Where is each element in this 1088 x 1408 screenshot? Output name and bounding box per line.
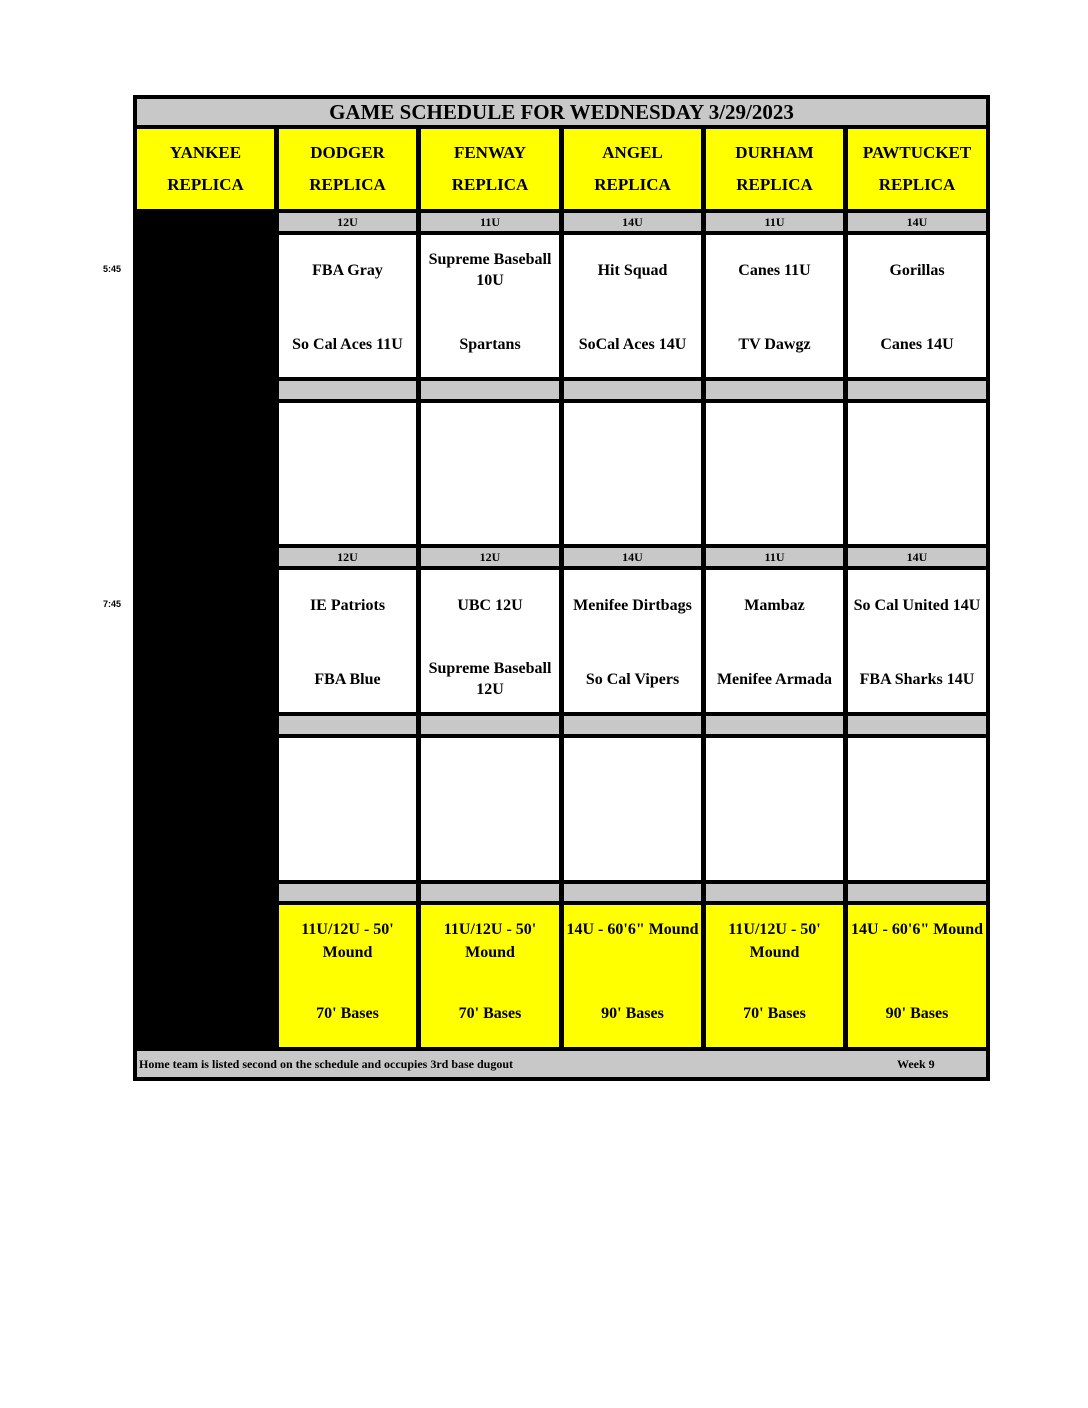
separator-bar bbox=[706, 884, 843, 901]
time-slot-label: 7:45 bbox=[103, 599, 122, 609]
field-name: YANKEE bbox=[169, 143, 242, 162]
empty-slot-cell bbox=[706, 738, 843, 880]
separator-bar bbox=[564, 884, 701, 901]
game-cell bbox=[279, 570, 416, 712]
away-team: FBA Gray bbox=[312, 261, 383, 279]
home-team: Supreme Baseball 12U bbox=[428, 660, 552, 698]
home-team: TV Dawgz bbox=[738, 335, 811, 353]
base-distance: 70' Bases bbox=[458, 1005, 522, 1022]
empty-slot-cell bbox=[421, 403, 559, 544]
week-label: Week 9 bbox=[897, 1057, 935, 1071]
base-distance: 90' Bases bbox=[885, 1005, 949, 1022]
away-team: Supreme Baseball 10U bbox=[428, 251, 552, 289]
separator-bar bbox=[706, 716, 843, 734]
field-dimensions-cell bbox=[564, 905, 701, 1047]
field-header-yankee bbox=[137, 129, 274, 209]
field-subtitle: REPLICA bbox=[594, 175, 671, 194]
schedule-footer bbox=[137, 1051, 986, 1077]
home-team: Menifee Armada bbox=[716, 670, 833, 688]
field-name: DURHAM bbox=[735, 143, 814, 162]
home-team: FBA Blue bbox=[314, 670, 381, 688]
empty-slot-cell bbox=[848, 738, 986, 880]
mound-distance: 14U - 60'6" Mound bbox=[566, 921, 699, 938]
empty-slot-cell bbox=[564, 403, 701, 544]
mound-distance: 14U - 60'6" Mound bbox=[850, 921, 983, 938]
field-dimensions-cell bbox=[421, 905, 559, 1047]
empty-slot-cell bbox=[564, 738, 701, 880]
field-subtitle: REPLICA bbox=[736, 175, 813, 194]
game-cell bbox=[564, 235, 701, 377]
division-label: 12U bbox=[421, 548, 559, 566]
home-team: Spartans bbox=[459, 335, 521, 353]
game-cell bbox=[848, 570, 986, 712]
empty-slot-cell bbox=[279, 403, 416, 544]
schedule-title: GAME SCHEDULE FOR WEDNESDAY 3/29/2023 bbox=[137, 99, 986, 125]
separator-bar bbox=[421, 716, 559, 734]
division-label: 11U bbox=[706, 213, 843, 231]
home-team: So Cal Vipers bbox=[585, 670, 680, 688]
field-header-dodger bbox=[279, 129, 416, 209]
time-slot-label: 5:45 bbox=[103, 264, 122, 274]
separator-bar bbox=[564, 381, 701, 399]
game-cell bbox=[564, 570, 701, 712]
division-label: 14U bbox=[564, 548, 701, 566]
separator-bar bbox=[279, 884, 416, 901]
game-cell bbox=[706, 235, 843, 377]
separator-bar bbox=[848, 884, 986, 901]
separator-bar bbox=[279, 716, 416, 734]
separator-bar bbox=[421, 884, 559, 901]
away-team: Canes 11U bbox=[738, 261, 811, 279]
mound-distance: 11U/12U - 50' Mound bbox=[301, 921, 394, 961]
home-team: FBA Sharks 14U bbox=[859, 670, 975, 688]
division-label: 11U bbox=[706, 548, 843, 566]
away-team: IE Patriots bbox=[309, 596, 386, 614]
yankee-column-blocked bbox=[137, 213, 274, 1047]
field-name: ANGEL bbox=[602, 143, 663, 162]
division-label: 12U bbox=[279, 548, 416, 566]
empty-slot-cell bbox=[706, 403, 843, 544]
separator-bar bbox=[848, 381, 986, 399]
away-team: Mambaz bbox=[744, 596, 805, 614]
empty-slot-cell bbox=[848, 403, 986, 544]
home-team: SoCal Aces 14U bbox=[578, 335, 687, 353]
base-distance: 90' Bases bbox=[601, 1005, 664, 1022]
division-label: 12U bbox=[279, 213, 416, 231]
separator-bar bbox=[848, 716, 986, 734]
base-distance: 70' Bases bbox=[743, 1005, 806, 1022]
field-dimensions-cell bbox=[848, 905, 986, 1047]
field-header-pawtucket bbox=[848, 129, 986, 209]
away-team: Menifee Dirtbags bbox=[573, 596, 692, 614]
field-subtitle: REPLICA bbox=[309, 175, 386, 194]
field-header-angel bbox=[564, 129, 701, 209]
separator-bar bbox=[421, 381, 559, 399]
away-team: So Cal United 14U bbox=[853, 596, 981, 614]
separator-bar bbox=[279, 381, 416, 399]
field-subtitle: REPLICA bbox=[878, 175, 956, 194]
away-team: UBC 12U bbox=[457, 596, 523, 614]
game-cell bbox=[421, 570, 559, 712]
game-cell bbox=[706, 570, 843, 712]
home-team: So Cal Aces 11U bbox=[292, 335, 403, 353]
division-label: 14U bbox=[848, 213, 986, 231]
separator-bar bbox=[706, 381, 843, 399]
game-cell bbox=[848, 235, 986, 377]
division-label: 14U bbox=[564, 213, 701, 231]
away-team: Hit Squad bbox=[597, 261, 668, 279]
field-name: PAWTUCKET bbox=[862, 143, 972, 162]
separator-bar bbox=[564, 716, 701, 734]
field-header-durham bbox=[706, 129, 843, 209]
field-subtitle: REPLICA bbox=[451, 175, 529, 194]
home-team: Canes 14U bbox=[880, 335, 954, 353]
away-team: Gorillas bbox=[889, 261, 945, 279]
mound-distance: 11U/12U - 50' Mound bbox=[443, 921, 537, 961]
field-dimensions-cell bbox=[706, 905, 843, 1047]
game-cell bbox=[279, 235, 416, 377]
base-distance: 70' Bases bbox=[316, 1005, 379, 1022]
division-label: 11U bbox=[421, 213, 559, 231]
mound-distance: 11U/12U - 50' Mound bbox=[728, 921, 821, 961]
field-name: FENWAY bbox=[453, 143, 527, 162]
field-name: DODGER bbox=[310, 143, 385, 162]
field-subtitle: REPLICA bbox=[167, 175, 244, 194]
footer-note: Home team is listed second on the schedule and occupies 3rd base dugout bbox=[139, 1057, 514, 1071]
game-cell bbox=[421, 235, 559, 377]
empty-slot-cell bbox=[279, 738, 416, 880]
field-header-fenway bbox=[421, 129, 559, 209]
empty-slot-cell bbox=[421, 738, 559, 880]
division-label: 14U bbox=[848, 548, 986, 566]
field-dimensions-cell bbox=[279, 905, 416, 1047]
